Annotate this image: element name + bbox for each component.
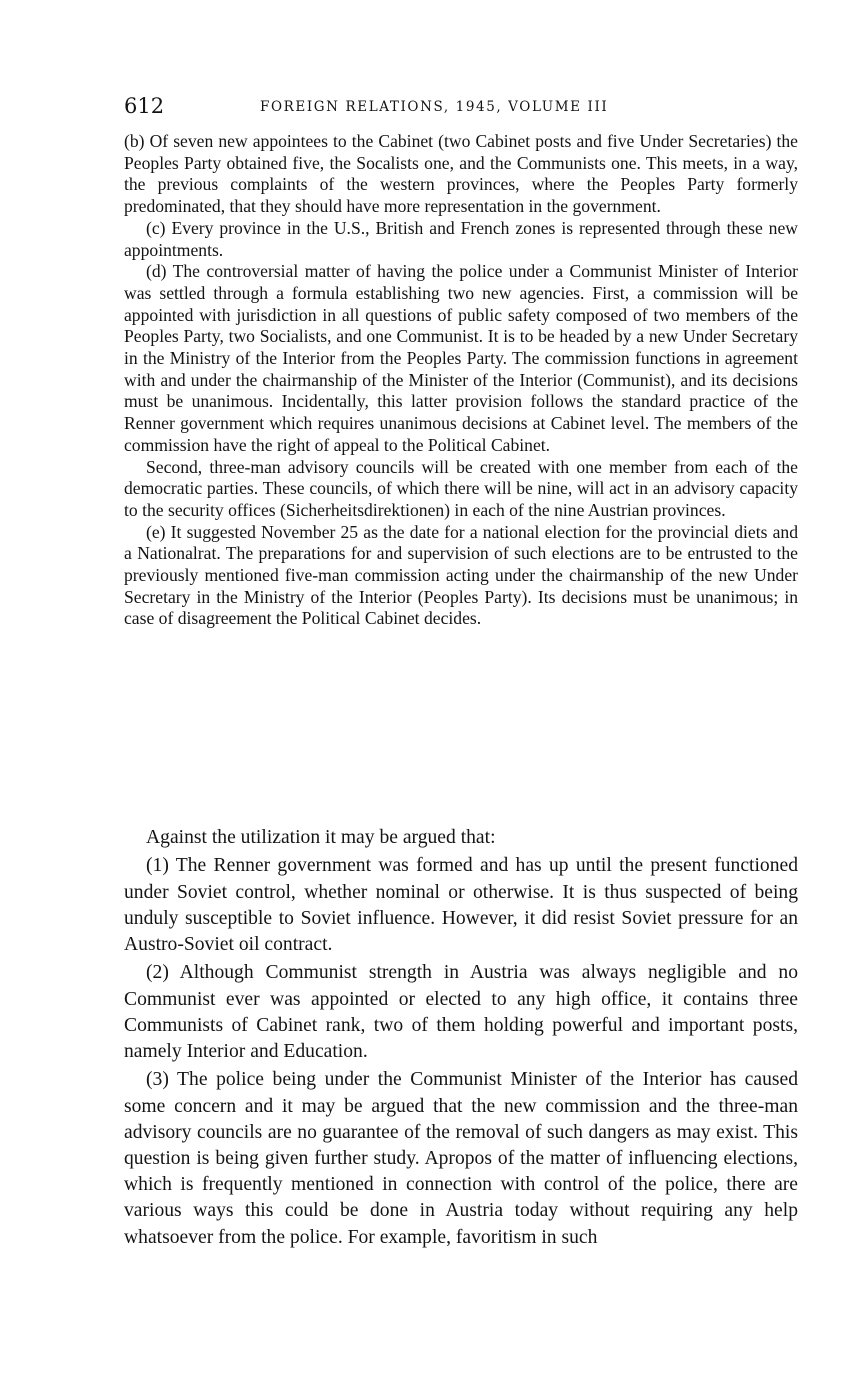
page-number: 612 [124,94,165,118]
arguments-intro: Against the utilization it may be argued that: [146,827,496,848]
paragraph-b: (b) Of seven new appointees to the Cabinet (two Cabinet posts and five Under Secretaries) the Peoples Party obtained five, the Socalists one, and the Communists one. This meets, in a way, the previous complaints of the western provinces, where the Peoples Party formerly predominated, that they should have more representation in the government. [124,131,798,217]
argument-3: (3) The police being under the Communist Minister of the Interior has caused some concern and it may be argued that the new commission and the three-man advisory councils are no guarantee of the removal of such dangers as may exist. This question is being given further study. Apropos of the matter of influencing elections, which is frequently mentioned in connection with control of the police, there are various ways this could be done in Austria today without requiring any help whatsoever from the police. For example, favoritism in such [124,1069,798,1248]
argument-1: (1) The Renner government was formed and has up until the present functioned under Soviet control, whether nominal or otherwise. It is thus suspected of being unduly susceptible to Soviet influence. However, it did resist Soviet pressure for an Austro-Soviet oil contract. [124,855,798,955]
arguments-section [124,825,798,1253]
paragraph-c: (c) Every province in the U.S., British and French zones is represented through these new appointments. [124,217,798,260]
running-head: FOREIGN RELATIONS, 1945, VOLUME III [260,99,609,115]
paragraph-d: (d) The controversial matter of having the police under a Communist Minister of Interior was settled through a formula establishing two new agencies. First, a commission will be appointed with jurisdiction in all questions of public safety composed of two members of the Peoples Party, two Socialists, and one Communist. It is to be headed by a new Under Secretary in the Ministry of the Interior from the Peoples Party. The commission functions in agreement with and under the chairmanship of the Minister of the Interior (Communist), and its decisions must be unanimous. Incidentally, this latter provision follows the standard practice of the Renner government which requires unanimous decisions at Cabinet level. The members of the commission have the right of appeal to the Political Cabinet. [124,261,798,455]
paragraph-e: (e) It suggested November 25 as the date for a national election for the provincial diets and a Nationalrat. The preparations for and supervision of such elections are to be entrusted to the previously mentioned five-man commission acting under the chairmanship of the new Under Secretary in the Ministry of the Interior (Peoples Party). Its decisions must be unanimous; in case of disagreement the Political Cabinet decides. [124,521,798,629]
page-header [124,94,798,118]
paragraph-second: Second, three-man advisory councils will be created with one member from each of the democratic parties. These councils, of which there will be nine, will act in an advisory capacity to the security offices (Sicherheitsdirektionen) in each of the nine Austrian provinces. [124,456,798,520]
argument-2: (2) Although Communist strength in Austria was always negligible and no Communist ever was appointed or elected to any high office, it contains three Communists of Cabinet rank, two of them holding powerful and important posts, namely Interior and Education. [124,962,798,1062]
cabinet-appointments-section [124,131,798,630]
